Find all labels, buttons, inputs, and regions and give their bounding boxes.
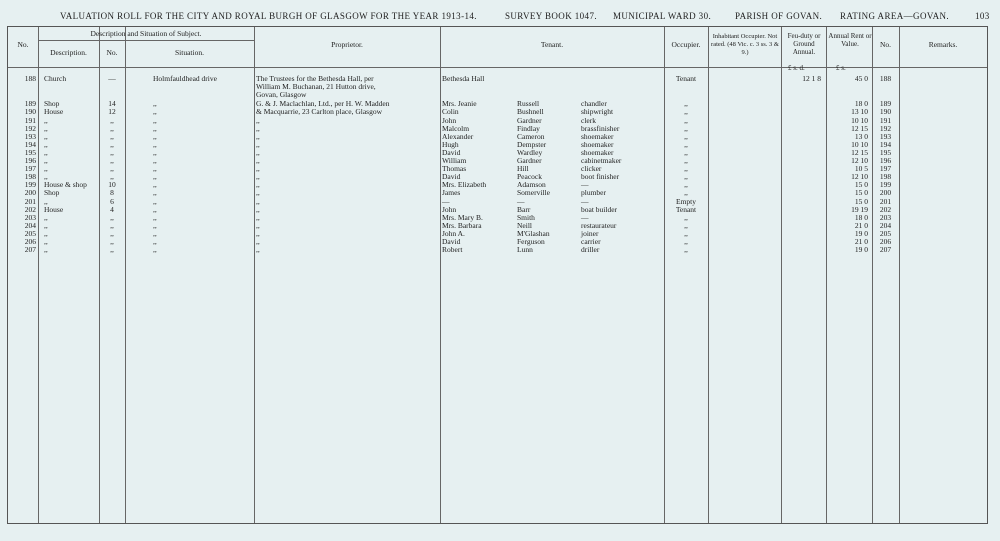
municipal-ward: MUNICIPAL WARD 30. (613, 11, 712, 21)
annual-rent: 12 10 (851, 172, 868, 182)
description: House (44, 204, 64, 214)
tenant-occupation: driller (581, 245, 600, 255)
proprietor: Govan, Glasgow (256, 90, 307, 100)
proprietor: ,, (256, 245, 260, 255)
tenant-surname: Gardner (517, 156, 542, 165)
tenant-surname: Peacock (517, 172, 542, 182)
annual-rent: 15 0 (854, 188, 868, 198)
tenant-surname: Wardley (517, 147, 543, 157)
description: ,, (44, 147, 48, 157)
street-number: ,, (110, 123, 114, 133)
situation: ,, (153, 245, 157, 255)
situation: ,, (153, 123, 157, 133)
annual-rent: 13 10 (851, 107, 868, 117)
tenant-surname: Neill (517, 220, 532, 230)
entry-number: 194 (24, 139, 36, 149)
tenant-forename: Thomas (442, 164, 467, 174)
annual-rent: 10 10 (851, 115, 868, 125)
occupier: ,, (684, 237, 688, 246)
tenant-forename: Mrs. Barbara (442, 220, 482, 230)
tenant-occupation: boot finisher (581, 172, 620, 182)
description: ,, (44, 139, 48, 149)
description: Church (44, 74, 67, 83)
tenant-forename: David (442, 147, 461, 157)
description: Shop (44, 188, 60, 198)
situation: ,, (153, 188, 157, 198)
tenant-forename: Robert (442, 245, 463, 255)
proprietor: G. & J. Maclachlan, Ltd., per H. W. Madden (256, 99, 390, 109)
entry-number: 195 (24, 147, 36, 157)
street-number: ,, (110, 131, 114, 141)
occupier: ,, (684, 107, 688, 117)
entry-number: 193 (24, 131, 36, 141)
annual-rent: 18 0 (854, 99, 868, 109)
page-header (0, 11, 1000, 25)
occupier: Tenant (675, 74, 697, 83)
proprietor: ,, (256, 123, 260, 133)
proprietor: The Trustees for the Bethesda Hall, per (256, 74, 374, 83)
description: ,, (44, 196, 48, 206)
situation: ,, (153, 212, 157, 222)
entry-number-right: 202 (879, 204, 892, 214)
annual-rent: 19 0 (854, 245, 868, 255)
description: ,, (44, 123, 48, 133)
entry-number-right: 192 (879, 123, 892, 133)
proprietor: ,, (256, 204, 260, 214)
occupier: Tenant (675, 204, 697, 214)
feu-money-units: £ s. d. (788, 64, 805, 72)
situation: ,, (153, 131, 157, 141)
description: House & shop (44, 180, 87, 190)
tenant-forename: John A. (442, 228, 465, 238)
situation: ,, (153, 196, 157, 206)
description: ,, (44, 164, 48, 174)
annual-rent: 21 0 (854, 220, 868, 230)
roll-title: VALUATION ROLL FOR THE CITY AND ROYAL BURGH OF GLASGOW FOR THE YEAR 1913-14. (60, 11, 477, 21)
occupier: ,, (684, 220, 688, 230)
entry-number: 188 (24, 74, 36, 83)
entry-number-right: 198 (879, 172, 892, 182)
entry-number: 200 (24, 188, 36, 198)
tenant-forename: John (442, 204, 457, 214)
annual-rent: 10 10 (851, 139, 868, 149)
description: ,, (44, 220, 48, 230)
occupier: ,, (684, 115, 688, 125)
proprietor: ,, (256, 180, 260, 190)
tenant-forename: Colin (442, 107, 459, 117)
tenant-forename: Mrs. Jeanie (442, 99, 477, 109)
proprietor: & Macquarrie, 23 Carlton place, Glasgow (256, 107, 383, 117)
annual-rent: 15 0 (854, 180, 868, 190)
tenant-forename: David (442, 237, 461, 246)
street-number: ,, (110, 139, 114, 149)
street-number: ,, (110, 147, 114, 157)
proprietor: William M. Buchanan, 21 Hutton drive, (256, 82, 376, 92)
entry-number: 198 (24, 172, 36, 182)
col-annual-rent-header: Annual Rent or Value. (828, 32, 872, 48)
tenant-surname: Bushnell (517, 107, 544, 117)
street-number: 8 (110, 188, 114, 198)
tenant-occupation: shoemaker (581, 139, 614, 149)
tenant-occupation: shoemaker (581, 147, 614, 157)
annual-rent: 15 0 (854, 196, 868, 206)
occupier: ,, (684, 139, 688, 149)
description: ,, (44, 212, 48, 222)
street-number: 12 (108, 107, 116, 117)
annual-rent: 18 0 (854, 212, 868, 222)
survey-book: SURVEY BOOK 1047. (505, 11, 598, 21)
proprietor: ,, (256, 237, 260, 246)
proprietor: ,, (256, 188, 260, 198)
col-situation-header: Situation. (175, 48, 204, 57)
col-remarks-header: Remarks. (928, 40, 958, 49)
col-number-header: No. (106, 48, 118, 57)
entry-number-right: 199 (879, 180, 892, 190)
entry-number-right: 204 (879, 220, 892, 230)
street-number: ,, (110, 156, 114, 165)
col-no-header: No. (17, 40, 29, 49)
description: ,, (44, 131, 48, 141)
proprietor: ,, (256, 172, 260, 182)
entry-number-right: 207 (879, 245, 892, 255)
col-occupier-header: Occupier. (671, 40, 701, 49)
tenant-surname: Cameron (517, 131, 545, 141)
proprietor: ,, (256, 147, 260, 157)
entry-number: 199 (24, 180, 36, 190)
tenant-forename: Alexander (442, 131, 474, 141)
description: ,, (44, 156, 48, 165)
entry-number-right: 197 (879, 164, 892, 174)
entry-number-right: 201 (879, 196, 892, 206)
tenant-surname: Findlay (517, 123, 540, 133)
proprietor: ,, (256, 131, 260, 141)
tenant-forename: John (442, 115, 457, 125)
tenant-surname: Somerville (517, 188, 550, 198)
street-number: ,, (110, 164, 114, 174)
entry-number-right: 188 (879, 74, 892, 83)
street-number: ,, (110, 220, 114, 230)
description: ,, (44, 115, 48, 125)
situation: ,, (153, 172, 157, 182)
street-number: — (108, 74, 116, 83)
col-inhabitant-header: Inhabitant Occupier. Not rated. (48 Vic. c. 3 ss. 3 & 9.) (711, 33, 779, 56)
occupier: ,, (684, 123, 688, 133)
entry-number: 191 (24, 115, 36, 125)
entry-number-right: 206 (879, 237, 892, 246)
annual-rent: 12 15 (851, 147, 868, 157)
annual-rent: 12 15 (851, 123, 868, 133)
description: ,, (44, 228, 48, 238)
col-desc-group-header: Description and Situation of Subject. (90, 29, 202, 38)
entry-number-right: 196 (879, 156, 892, 165)
proprietor: ,, (256, 228, 260, 238)
parish: PARISH OF GOVAN. (735, 11, 823, 21)
tenant-surname: Gardner (517, 115, 542, 125)
col-description-header: Description. (50, 48, 87, 57)
rating-area: RATING AREA—GOVAN. (840, 11, 950, 21)
proprietor: ,, (256, 156, 260, 165)
entry-number-right: 205 (879, 228, 892, 238)
tenant-surname: M'Glashan (517, 228, 550, 238)
tenant-occupation: clerk (581, 115, 596, 125)
tenant-occupation: carrier (581, 237, 601, 246)
entry-number-right: 190 (879, 107, 892, 117)
situation: ,, (153, 139, 157, 149)
tenant-surname: Ferguson (517, 237, 545, 246)
entry-number-right: 194 (879, 139, 892, 149)
street-number: ,, (110, 237, 114, 246)
tenant-occupation: joiner (581, 228, 599, 238)
proprietor: ,, (256, 115, 260, 125)
col-feu-duty-header: Feu-duty or Ground Annual. (787, 32, 821, 56)
tenant-occupation: — (581, 180, 589, 190)
tenant-occupation: clicker (581, 164, 602, 174)
street-number: ,, (110, 228, 114, 238)
entry-number-right: 203 (879, 212, 892, 222)
entry-number: 204 (24, 220, 36, 230)
entry-number: 197 (24, 164, 36, 174)
occupier: ,, (684, 172, 688, 182)
annual-rent: 13 0 (854, 131, 868, 141)
situation: ,, (153, 204, 157, 214)
occupier: ,, (684, 212, 688, 222)
entry-number-right: 193 (879, 131, 892, 141)
occupier: ,, (684, 164, 688, 174)
tenant-surname: Dempster (517, 139, 547, 149)
tenant-occupation: brassfinisher (581, 123, 620, 133)
description: ,, (44, 245, 48, 255)
tenant-forename: Hugh (442, 139, 459, 149)
proprietor: ,, (256, 196, 260, 206)
entry-number: 207 (24, 245, 36, 255)
tenant-occupation: — (581, 212, 589, 222)
annual-rent: 19 19 (851, 204, 868, 214)
tenant-surname: Smith (517, 212, 535, 222)
annual-rent: 21 0 (854, 237, 868, 246)
entry-number: 192 (24, 123, 36, 133)
street-number: ,, (110, 115, 114, 125)
tenant-forename: Mrs. Mary B. (442, 212, 483, 222)
entry-number: 205 (24, 228, 36, 238)
entry-number: 201 (24, 196, 36, 206)
tenant-forename: David (442, 172, 461, 182)
col-no-right-header: No. (879, 40, 892, 49)
col-tenant-header: Tenant. (540, 40, 564, 49)
description: Shop (44, 99, 60, 109)
proprietor: ,, (256, 139, 260, 149)
tenant-forename: Mrs. Elizabeth (442, 180, 487, 190)
street-number: 10 (108, 180, 116, 190)
tenant-forename: — (442, 196, 450, 206)
tenant-surname: Barr (517, 204, 531, 214)
tenant-forename: James (442, 188, 461, 198)
situation: ,, (153, 220, 157, 230)
street-number: ,, (110, 245, 114, 255)
tenant-surname: Lunn (517, 245, 533, 255)
proprietor: ,, (256, 164, 260, 174)
tenant-occupation: boat builder (581, 204, 618, 214)
tenant-occupation: shipwright (581, 107, 614, 117)
tenant-occupation: — (581, 196, 589, 206)
situation: ,, (153, 228, 157, 238)
proprietor: ,, (256, 212, 260, 222)
occupier: ,, (684, 180, 688, 190)
entry-number: 189 (24, 99, 36, 109)
situation: ,, (153, 164, 157, 174)
situation: Holmfauldhead drive (153, 74, 217, 83)
street-number: ,, (110, 172, 114, 182)
proprietor: ,, (256, 220, 260, 230)
entry-number-right: 200 (879, 188, 892, 198)
valuation-table (7, 26, 988, 524)
description: ,, (44, 172, 48, 182)
entry-number-right: 191 (879, 115, 892, 125)
entry-number: 203 (24, 212, 36, 222)
occupier: ,, (684, 188, 688, 198)
occupier: Empty (676, 196, 696, 206)
situation: ,, (153, 115, 157, 125)
description: ,, (44, 237, 48, 246)
occupier: ,, (684, 156, 688, 165)
rent-money-units: £ s. (836, 64, 846, 72)
occupier: ,, (684, 131, 688, 141)
entry-number-right: 189 (879, 99, 892, 109)
tenant-occupation: shoemaker (581, 131, 614, 141)
occupier: ,, (684, 147, 688, 157)
entry-number-right: 195 (879, 147, 892, 157)
situation: ,, (153, 147, 157, 157)
annual-rent: 19 0 (854, 228, 868, 238)
street-number: 4 (110, 204, 114, 214)
situation: ,, (153, 156, 157, 165)
tenant-occupation: chandler (581, 99, 607, 109)
tenant-forename: Bethesda Hall (442, 74, 485, 83)
col-proprietor-header: Proprietor. (331, 40, 363, 49)
description: House (44, 107, 64, 117)
street-number: ,, (110, 212, 114, 222)
feu-duty: 12 1 8 (802, 74, 821, 83)
situation: ,, (153, 180, 157, 190)
page-number: 103 (975, 11, 990, 21)
tenant-surname: Adamson (517, 180, 546, 190)
tenant-forename: William (442, 156, 467, 165)
tenant-occupation: restaurateur (581, 220, 617, 230)
situation: ,, (153, 237, 157, 246)
situation: ,, (153, 107, 157, 117)
tenant-surname: — (517, 196, 525, 206)
street-number: 6 (110, 196, 114, 206)
tenant-surname: Hill (517, 164, 529, 174)
occupier: ,, (684, 99, 688, 109)
street-number: 14 (108, 99, 116, 109)
situation: ,, (153, 99, 157, 109)
entry-number: 196 (24, 156, 36, 165)
tenant-occupation: cabinetmaker (581, 156, 622, 165)
entry-number: 202 (24, 204, 36, 214)
annual-rent: 45 0 (854, 74, 868, 83)
annual-rent: 12 10 (851, 156, 868, 165)
occupier: ,, (684, 228, 688, 238)
annual-rent: 10 5 (854, 164, 868, 174)
occupier: ,, (684, 245, 688, 255)
tenant-occupation: plumber (581, 188, 606, 198)
tenant-surname: Russell (517, 99, 540, 109)
entry-number: 190 (24, 107, 36, 117)
entry-number: 206 (24, 237, 36, 246)
tenant-forename: Malcolm (442, 123, 470, 133)
